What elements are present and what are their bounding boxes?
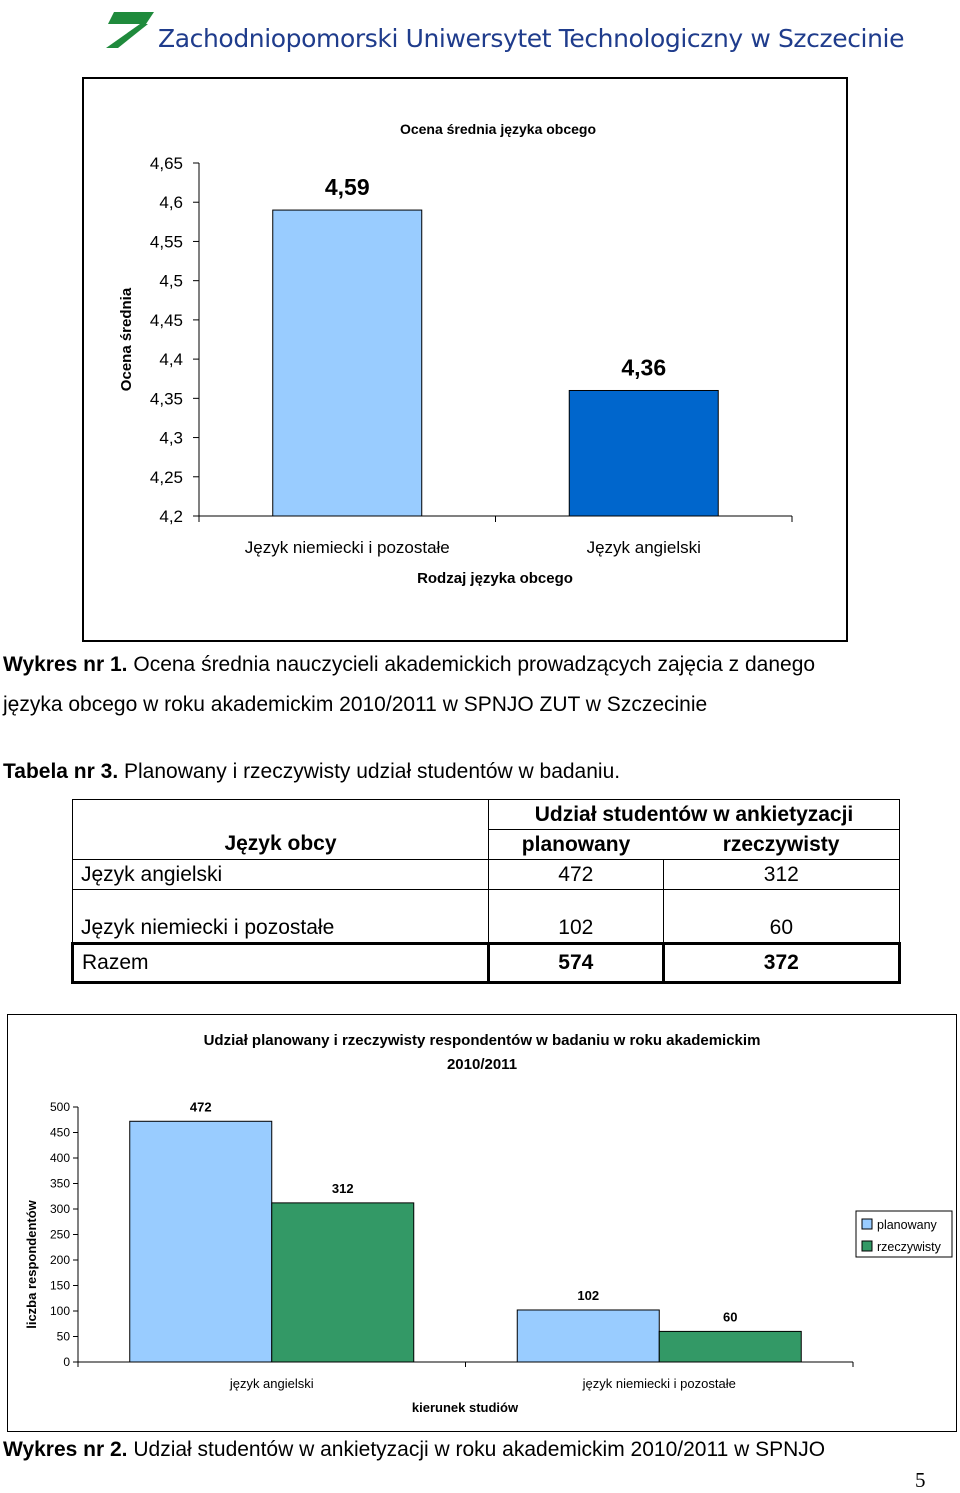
y-tick-label: 4,55 [149,232,183,252]
bar-rzeczywisty [272,1203,414,1362]
bar-value-label: 472 [189,1099,212,1115]
table-cell-planned: 472 [488,860,663,890]
table-group-header: Udział studentów w ankietyzacji [488,800,899,830]
bar-planowany [517,1310,659,1362]
y-axis-title: Ocena średnia [118,287,135,392]
x-axis-title: kierunek studiów [411,1400,519,1415]
table-cell-language: Język angielski [73,860,489,890]
page-number: 5 [915,1468,926,1492]
table-col-language: Język obcy [73,830,489,860]
table-total-label: Razem [73,944,489,983]
bar-value-label: 312 [331,1180,354,1196]
table-cell-language: Język niemiecki i pozostałe [73,890,489,944]
figure2-caption [3,1430,825,1470]
bar [273,210,422,516]
legend-label: rzeczywisty [877,1240,941,1254]
table-cell-planned: 102 [488,890,663,944]
table-header-row-1 [73,800,900,830]
university-name: Zachodniopomorski Uniwersytet Technologiczny w Szczecinie [158,24,905,53]
y-tick-label: 4,25 [149,467,183,487]
table-row [73,860,900,890]
table-row [73,890,900,944]
participation-table [71,799,901,984]
y-tick-label: 150 [49,1278,70,1293]
table-col-planned: planowany [488,830,663,860]
y-tick-label: 4,65 [149,154,183,173]
chart-average-rating [82,77,848,642]
legend-swatch [862,1219,872,1229]
chart-title-line1: Udział planowany i rzeczywisty respondentów w badaniu w roku akademickim [203,1032,761,1049]
y-tick-label: 4,5 [159,271,183,291]
y-tick-label: 350 [49,1176,70,1191]
chart-respondents [7,1014,957,1432]
bar-value-label: 102 [577,1287,600,1303]
y-axis-title: liczba respondentów [24,1200,39,1329]
table-caption [3,752,620,792]
table-caption-text: Planowany i rzeczywisty udział studentów w badaniu. [124,760,621,783]
table-label: Tabela nr 3. [3,760,119,783]
y-tick-label: 50 [56,1329,70,1344]
y-tick-label: 4,4 [159,350,183,370]
y-tick-label: 0 [63,1355,70,1369]
y-tick-label: 4,3 [159,428,183,448]
x-tick-label: Język niemiecki i pozostałe [244,538,450,557]
figure1-label: Wykres nr 1. [3,653,128,676]
bar [569,390,718,516]
y-tick-label: 300 [49,1202,70,1216]
bar-rzeczywisty [659,1331,801,1362]
bar-value-label: 60 [723,1309,738,1325]
chart-respondents-svg [8,1015,958,1433]
y-tick-label: 4,35 [149,389,183,409]
y-tick-label: 200 [49,1253,70,1267]
figure2-label: Wykres nr 2. [3,1438,128,1461]
x-tick-label: Język angielski [586,538,701,557]
table-total-actual: 372 [663,944,899,983]
chart-title: Ocena średnia języka obcego [399,121,597,137]
table-header-row-2 [73,830,900,860]
table-header-empty [73,800,489,830]
y-tick-label: 4,2 [159,507,183,526]
x-axis-title: Rodzaj języka obcego [417,570,573,587]
x-tick-label: język niemiecki i pozostałe [582,1376,736,1391]
university-logo-icon [104,10,156,50]
figure1-caption-line2: języka obcego w roku akademickim 2010/2011 w SPNJO ZUT w Szczecinie [3,693,708,716]
x-tick-label: język angielski [229,1376,314,1391]
y-tick-label: 4,45 [149,310,183,330]
chart-average-rating-svg [84,79,850,644]
legend-label: planowany [877,1218,937,1232]
bar-planowany [130,1121,272,1362]
chart-title-line2: 2010/2011 [446,1056,518,1073]
table-cell-actual: 60 [663,890,899,944]
table-cell-actual: 312 [663,860,899,890]
figure2-caption-text: Udział studentów w ankietyzacji w roku akademickim 2010/2011 w SPNJO [133,1438,826,1461]
table-col-actual: rzeczywisty [663,830,899,860]
figure1-caption-text1: Ocena średnia nauczycieli akademickich prowadzących zajęcia z danego [133,653,816,676]
table-total-planned: 574 [488,944,663,983]
table-total-row [73,944,900,983]
legend-swatch [862,1241,872,1251]
y-tick-label: 500 [49,1100,70,1114]
y-tick-label: 400 [49,1151,70,1165]
figure1-caption-line1 [3,645,815,685]
y-tick-label: 250 [49,1227,70,1242]
y-tick-label: 100 [49,1304,70,1318]
y-tick-label: 450 [49,1125,70,1140]
y-tick-label: 4,6 [159,193,183,213]
bar-value-label: 4,36 [621,354,667,381]
bar-value-label: 4,59 [324,174,370,201]
